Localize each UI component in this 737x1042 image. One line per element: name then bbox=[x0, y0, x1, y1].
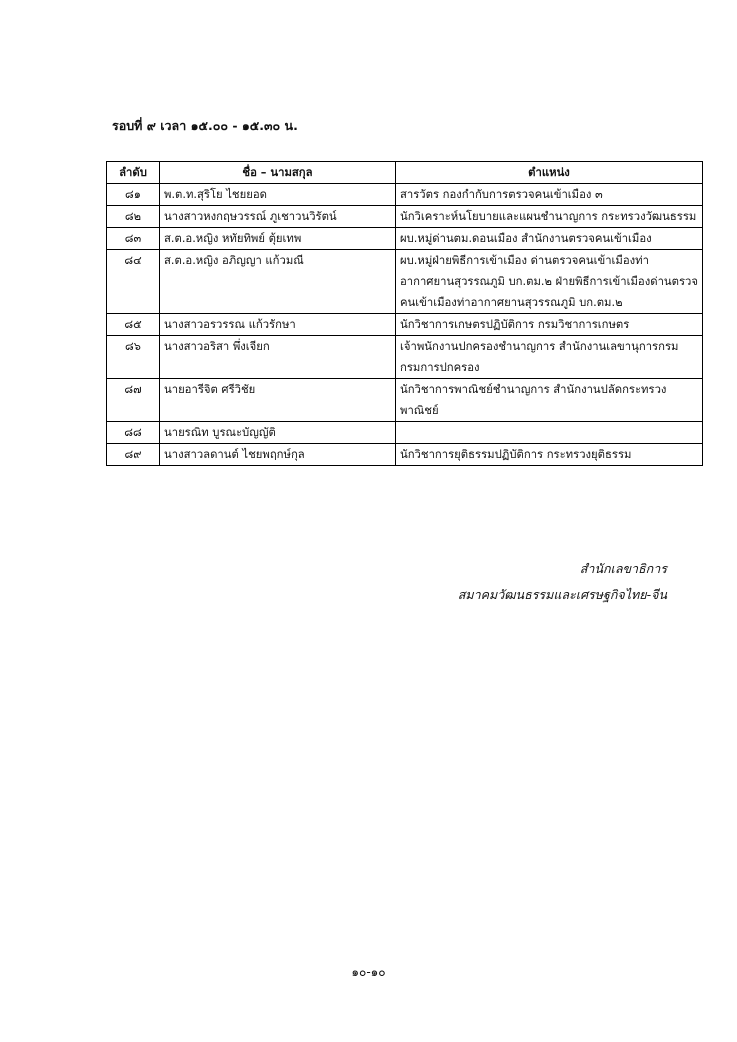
row-number: ๘๒ bbox=[107, 206, 160, 228]
row-position: เจ้าพนักงานปกครองชำนาญการ สำนักงานเลขานุการกรม กรมการปกครอง bbox=[396, 336, 703, 379]
header-position: ตำแหน่ง bbox=[396, 162, 703, 184]
table-row bbox=[107, 206, 703, 228]
row-number: ๘๓ bbox=[107, 228, 160, 250]
signature-organization: สมาคมวัฒนธรรมและเศรษฐกิจไทย-จีน bbox=[457, 587, 667, 602]
table-header-row bbox=[107, 162, 703, 184]
table-row bbox=[107, 184, 703, 206]
row-position: สารวัตร กองกำกับการตรวจคนเข้าเมือง ๓ bbox=[396, 184, 703, 206]
table-row bbox=[107, 314, 703, 336]
header-order: ลำดับ bbox=[107, 162, 160, 184]
row-number: ๘๙ bbox=[107, 444, 160, 466]
row-number: ๘๖ bbox=[107, 336, 160, 379]
table-row bbox=[107, 422, 703, 444]
row-name: นางสาวอริสา พึ่งเจียก bbox=[160, 336, 396, 379]
row-name: ส.ต.อ.หญิง หทัยทิพย์ ตุ้ยเทพ bbox=[160, 228, 396, 250]
row-position: นักวิชาการพาณิชย์ชำนาญการ สำนักงานปลัดกระทรวงพาณิชย์ bbox=[396, 379, 703, 422]
row-position: ผบ.หมู่ด่านตม.ดอนเมือง สำนักงานตรวจคนเข้าเมือง bbox=[396, 228, 703, 250]
row-number: ๘๕ bbox=[107, 314, 160, 336]
row-position bbox=[396, 422, 703, 444]
row-position: นักวิชาการยุติธรรมปฏิบัติการ กระทรวงยุติธรรม bbox=[396, 444, 703, 466]
row-name: ส.ต.อ.หญิง อภิญญา แก้วมณี bbox=[160, 250, 396, 314]
row-position: ผบ.หมู่ฝ่ายพิธีการเข้าเมือง ด่านตรวจคนเข้าเมืองท่าอากาศยานสุวรรณภูมิ บก.ตม.๒ ฝ่ายพิธีการเข้าเมืองด่านตรวจคนเข้าเมืองท่าอากาศยานสุวรรณภูมิ บก.ตม.๒ bbox=[396, 250, 703, 314]
row-position: นักวิเคราะห์นโยบายและแผนชำนาญการ กระทรวงวัฒนธรรม bbox=[396, 206, 703, 228]
row-number: ๘๔ bbox=[107, 250, 160, 314]
row-name: นายรณิท บูรณะบัญญัติ bbox=[160, 422, 396, 444]
row-position: นักวิชาการเกษตรปฏิบัติการ กรมวิชาการเกษตร bbox=[396, 314, 703, 336]
row-number: ๘๘ bbox=[107, 422, 160, 444]
row-number: ๘๑ bbox=[107, 184, 160, 206]
table-row bbox=[107, 228, 703, 250]
round-title: รอบที่ ๙ เวลา ๑๕.๐๐ - ๑๕.๓๐ น. bbox=[112, 118, 298, 133]
row-number: ๘๗ bbox=[107, 379, 160, 422]
header-name: ชื่อ – นามสกุล bbox=[160, 162, 396, 184]
row-name: นายอารีจิต ศรีวิชัย bbox=[160, 379, 396, 422]
roster-table bbox=[106, 161, 703, 466]
row-name: นางสาวลดานต์ ไชยพฤกษ์กุล bbox=[160, 444, 396, 466]
row-name: นางสาวหงกฤษวรรณ์ ภูเชาวนวิรัตน์ bbox=[160, 206, 396, 228]
table-row bbox=[107, 444, 703, 466]
signature-office: สำนักเลขาธิการ bbox=[579, 561, 667, 576]
table-row bbox=[107, 379, 703, 422]
table-row bbox=[107, 336, 703, 379]
row-name: พ.ต.ท.สุริโย ไชยยอด bbox=[160, 184, 396, 206]
table-row bbox=[107, 250, 703, 314]
row-name: นางสาวอรวรรณ แก้วรักษา bbox=[160, 314, 396, 336]
page-number: ๑๐-๑๐ bbox=[351, 965, 386, 979]
